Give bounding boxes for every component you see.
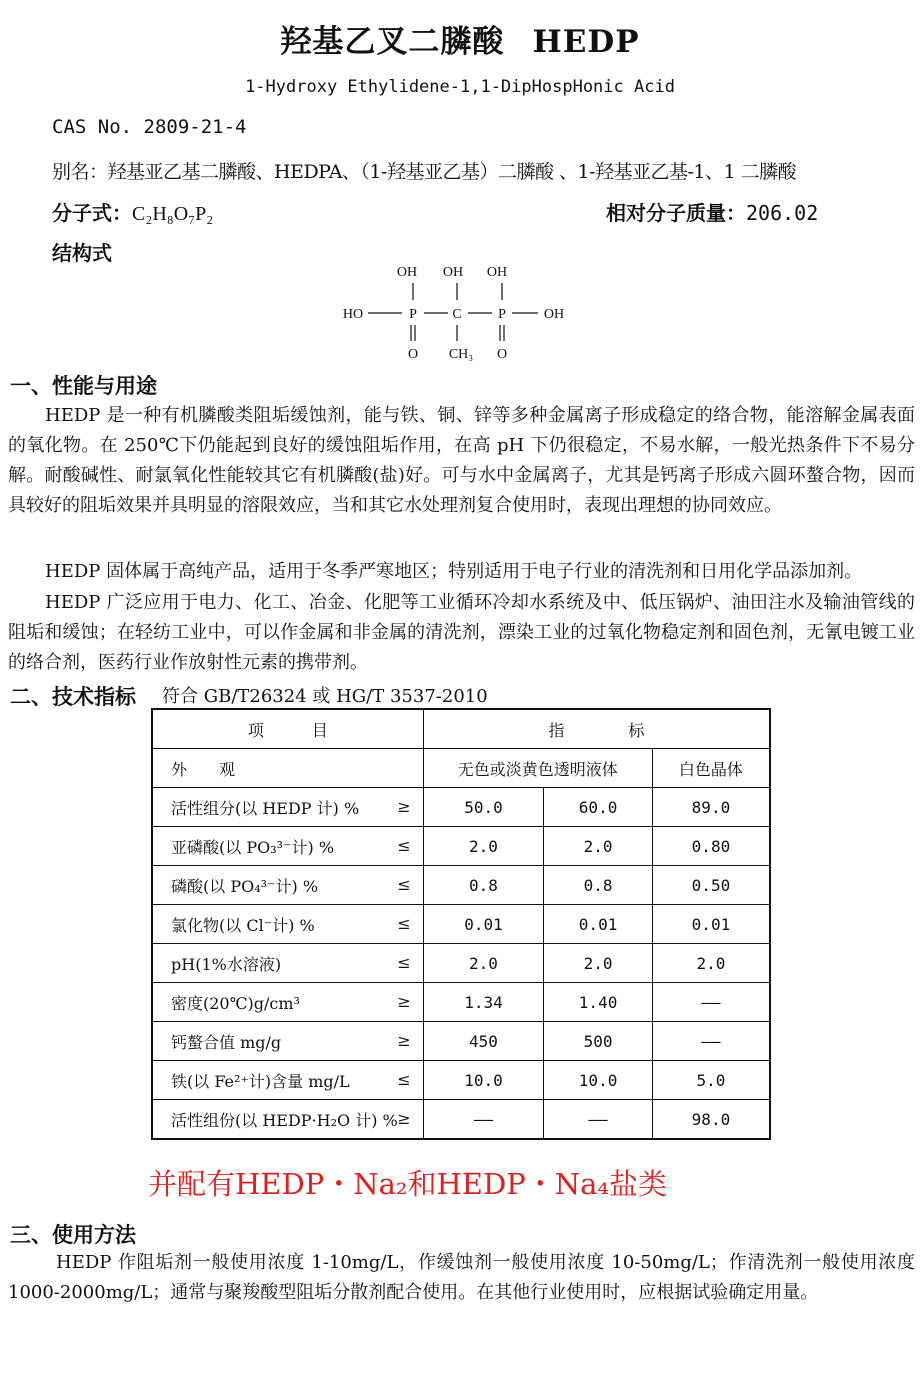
c-atom: C	[452, 307, 462, 322]
table-row	[152, 1100, 770, 1140]
mw-value: 206.02	[746, 201, 819, 225]
table-row	[152, 1022, 770, 1061]
header-item: 项 目	[152, 709, 423, 749]
section3-para: HEDP 作阻垢剂一般使用浓度 1-10mg/L，作缓蚀剂一般使用浓度 10-50mg/L；作清洗剂一般使用浓度 1000-2000mg/L；通常与聚羧酸型阻垢分散剂配合使用。在其他行业使用时，应根据试验确定用量。	[8, 1252, 915, 1303]
title-en: HEDP	[532, 24, 640, 60]
spec-value-v3: 0.80	[652, 827, 770, 866]
appearance-solid: 白色晶体	[652, 749, 770, 788]
spec-comparator: ≥	[397, 1109, 411, 1128]
spec-value-v2: ——	[544, 1100, 653, 1140]
spec-value-v1: 1.34	[423, 983, 544, 1022]
table-row	[152, 983, 770, 1022]
spec-value-v3: 0.50	[652, 866, 770, 905]
section2-heading: 二、技术指标	[10, 684, 136, 709]
spec-comparator: ≥	[397, 1031, 411, 1050]
spec-value-v2: 500	[544, 1022, 653, 1061]
cas-number: CAS No. 2809-21-4	[52, 116, 247, 138]
spec-comparator: ≤	[397, 836, 411, 855]
spec-item-label: 活性组份(以 HEDP·H₂O 计) %	[171, 1110, 398, 1130]
spec-value-v1: 450	[423, 1022, 544, 1061]
structure-label: 结构式	[52, 241, 112, 265]
spec-value-v2: 2.0	[544, 827, 653, 866]
appearance-label: 外 观	[152, 749, 423, 788]
spec-value-v3: ——	[652, 983, 770, 1022]
spec-value-v1: 50.0	[423, 788, 544, 827]
ch3: CH₃	[448, 347, 474, 362]
spec-item-label: 密度(20℃)g/cm³	[171, 993, 300, 1013]
title-cn: 羟基乙叉二膦酸	[280, 24, 505, 60]
formula-value: C₂H₈O₇P₂	[132, 203, 214, 225]
appearance-liquid: 无色或淡黄色透明液体	[423, 749, 652, 788]
spec-item-label: 活性组分(以 HEDP 计) %	[171, 798, 360, 818]
formula-label: 分子式：	[52, 201, 132, 225]
header-index: 指 标	[423, 709, 770, 749]
table-row	[152, 827, 770, 866]
section1-heading: 一、性能与用途	[10, 373, 157, 398]
section1-para1: HEDP 是一种有机膦酸类阻垢缓蚀剂，能与铁、铜、锌等多种金属离子形成稳定的络合物，能溶解金属表面的氧化物。在 250℃下仍能起到良好的缓蚀阻垢作用，在高 pH 下仍很稳定，不易水解，一般光热条件下不易分解。耐酸碱性、耐氯氧化性能较其它有机膦酸(盐)好。可与水中金属离子，尤其是钙离子形成六圆环螯合物，因而具较好的阻垢效果并具明显的溶限效应，当和其它水处理剂复合使用时，表现出理想的协同效应。	[8, 405, 915, 516]
spec-item-label: pH(1%水溶液)	[171, 954, 282, 974]
spec-value-v2: 10.0	[544, 1061, 653, 1100]
spec-value-v2: 0.01	[544, 905, 653, 944]
oh-right: OH	[543, 307, 565, 322]
table-header-row	[152, 709, 770, 749]
table-row	[152, 905, 770, 944]
spec-value-v2: 0.8	[544, 866, 653, 905]
spec-value-v1: 2.0	[423, 827, 544, 866]
oh-top-3: OH	[486, 265, 508, 280]
spec-item-cell	[152, 905, 423, 944]
salts-note: 并配有HEDP・Na₂和HEDP・Na₄盐类	[148, 1167, 668, 1201]
spec-value-v1: 0.8	[423, 866, 544, 905]
spec-value-v1: 10.0	[423, 1061, 544, 1100]
spec-comparator: ≤	[397, 914, 411, 933]
spec-item-label: 氯化物(以 Cl⁻计) %	[171, 915, 315, 935]
spec-item-cell	[152, 827, 423, 866]
spec-item-cell	[152, 788, 423, 827]
structural-formula	[340, 258, 580, 368]
table-row	[152, 788, 770, 827]
spec-item-cell	[152, 1061, 423, 1100]
spec-value-v1: 2.0	[423, 944, 544, 983]
spec-comparator: ≤	[397, 953, 411, 972]
spec-comparator: ≤	[397, 1070, 411, 1089]
spec-value-v3: ——	[652, 1022, 770, 1061]
spec-comparator: ≥	[397, 797, 411, 816]
spec-table	[151, 708, 771, 1140]
oh-top-1: OH	[396, 265, 418, 280]
spec-item-label: 铁(以 Fe²⁺计)含量 mg/L	[171, 1071, 350, 1091]
table-row	[152, 1061, 770, 1100]
section1-para2: HEDP 固体属于高纯产品，适用于冬季严寒地区；特别适用于电子行业的清洗剂和日用化学品添加剂。	[45, 561, 863, 582]
section3-heading: 三、使用方法	[10, 1222, 136, 1247]
p-atom-1: P	[409, 307, 417, 322]
mw-label: 相对分子质量：	[606, 201, 746, 225]
spec-item-cell	[152, 983, 423, 1022]
alias-line: 别名：羟基亚乙基二膦酸、HEDPA、（1-羟基亚乙基）二膦酸 、1-羟基亚乙基-1、1 二膦酸	[52, 161, 797, 183]
oh-top-2: OH	[442, 265, 464, 280]
subtitle: 1-Hydroxy Ethylidene-1,1-DipHospHonic Acid	[245, 77, 675, 97]
section1-para3: HEDP 广泛应用于电力、化工、冶金、化肥等工业循环冷却水系统及中、低压锅炉、油田注水及输油管线的阻垢和缓蚀；在轻纺工业中，可以作金属和非金属的清洗剂，漂染工业的过氧化物稳定剂和固色剂，无氰电镀工业的络合剂，医药行业作放射性元素的携带剂。	[8, 592, 915, 673]
spec-value-v3: 0.01	[652, 905, 770, 944]
page-title	[0, 16, 920, 61]
table-row	[152, 866, 770, 905]
spec-comparator: ≤	[397, 875, 411, 894]
spec-comparator: ≥	[397, 992, 411, 1011]
spec-item-cell	[152, 866, 423, 905]
molecular-formula	[52, 197, 213, 226]
spec-item-cell	[152, 944, 423, 983]
ho-left: HO	[342, 307, 364, 322]
o-bottom-1: O	[407, 347, 419, 362]
p-atom-2: P	[498, 307, 506, 322]
spec-item-cell	[152, 1022, 423, 1061]
table-row	[152, 749, 770, 788]
spec-value-v3: 2.0	[652, 944, 770, 983]
molecular-weight	[606, 197, 818, 226]
standard-note: 符合 GB/T26324 或 HG/T 3537-2010	[162, 686, 488, 707]
spec-item-label: 磷酸(以 PO₄³⁻计) %	[171, 876, 319, 896]
spec-item-cell	[152, 1100, 423, 1140]
spec-item-label: 钙螯合值 mg/g	[171, 1032, 282, 1052]
spec-value-v3: 98.0	[652, 1100, 770, 1140]
o-bottom-2: O	[496, 347, 508, 362]
spec-item-label: 亚磷酸(以 PO₃³⁻计) %	[171, 837, 335, 857]
spec-rows	[152, 788, 770, 1140]
spec-value-v2: 60.0	[544, 788, 653, 827]
table-row	[152, 944, 770, 983]
spec-value-v2: 1.40	[544, 983, 653, 1022]
spec-value-v1: 0.01	[423, 905, 544, 944]
spec-value-v1: ——	[423, 1100, 544, 1140]
spec-value-v3: 5.0	[652, 1061, 770, 1100]
spec-value-v3: 89.0	[652, 788, 770, 827]
spec-value-v2: 2.0	[544, 944, 653, 983]
